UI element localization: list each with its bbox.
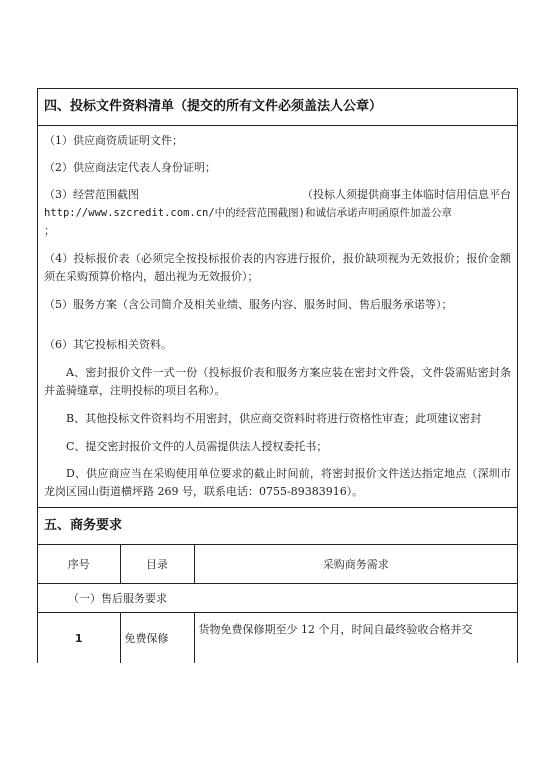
section-4-title: 四、投标文件资料清单（提交的所有文件必须盖法人公章）: [38, 89, 517, 126]
list-item: （5）服务方案（含公司简介及相关业绩、服务内容、服务时间、售后服务承诺等）；: [44, 298, 453, 311]
list-item-text: （3）经营范围截图: [44, 188, 139, 201]
row-number: 1: [38, 613, 120, 664]
list-item: （2）供应商法定代表人身份证明；: [44, 161, 216, 174]
business-requirements-table: [38, 544, 517, 663]
header-requirement: 采购商务需求: [194, 545, 517, 584]
note-item: C、提交密封报价文件的人员需提供法人授权委托书；: [66, 440, 328, 453]
list-item: （1）供应商资质证明文件；: [44, 134, 183, 147]
row-category: 免费保修: [120, 613, 194, 664]
table-subheading-row: [38, 584, 517, 613]
list-item: [44, 186, 511, 204]
note-item: B、其他投标文件资料均不用密封，供应商交资料时将进行资格性审查；此项建议密封: [66, 412, 482, 425]
row-requirement: 货物免费保修期至少 12 个月，时间自最终验收合格并交: [194, 613, 517, 664]
list-item-text: （投标人须提供商事主体临时信用信息平台: [302, 188, 511, 201]
after-sales-subheading: （一）售后服务要求: [38, 584, 517, 613]
note-item: D、供应商应当在采购使用单位要求的截止时间前，将密封报价文件送达指定地点（深圳市龙岗区园山街道横坪路 269 号，联系电话：0755-89383916）。: [44, 467, 511, 498]
header-category: 目录: [120, 545, 194, 584]
bid-document-list: [38, 126, 517, 508]
note-item: A、密封报价文件一式一份（投标报价表和服务方案应装在密封文件袋，文件袋需贴密封条并盖骑缝章，注明投标的项目名称）。: [44, 366, 511, 397]
list-item: （6）其它投标相关资料。: [44, 338, 172, 351]
table-header-row: [38, 545, 517, 584]
section-5-title: 五、商务要求: [44, 518, 123, 533]
table-row: [38, 613, 517, 664]
list-item-tail: ；: [44, 224, 55, 237]
list-item: （4）投标报价表（必须完全按投标报价表的内容进行报价，报价缺项视为无效报价；报价金额须在采购预算价格内，超出视为无效报价）；: [44, 252, 511, 283]
list-item-url-line: http://www.szcredit.com.cn/中的经营范围截图)和诚信承诺声明函原件加盖公章: [44, 207, 453, 219]
header-number: 序号: [38, 545, 120, 584]
procurement-document: [37, 88, 518, 663]
